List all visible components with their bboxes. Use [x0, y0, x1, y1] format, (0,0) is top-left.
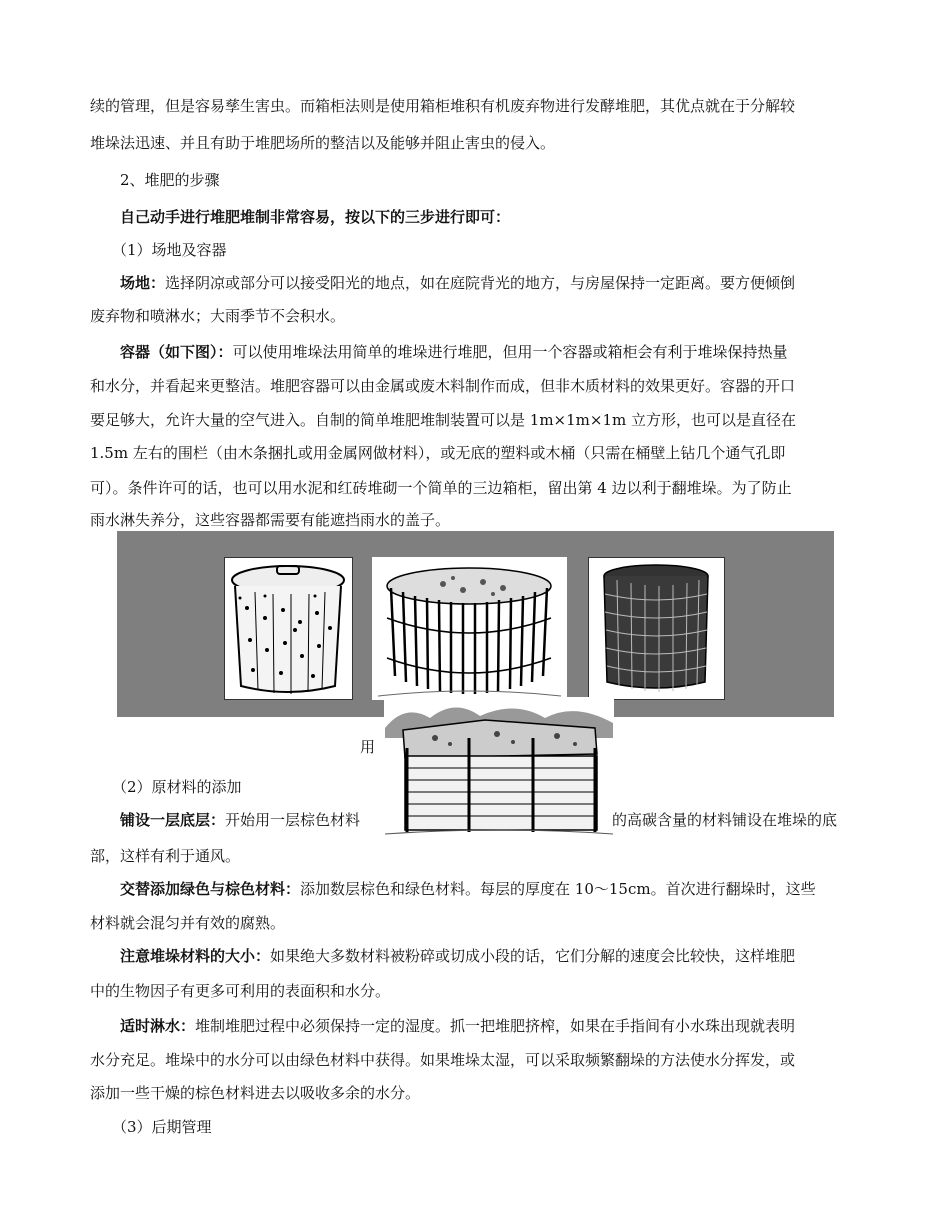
paragraph-line: 可）。条件许可的话，也可以用水泥和红砖堆砌一个简单的三边箱柜，留出第 4 边以利于翻堆垛。为了防止	[90, 479, 792, 497]
container-line	[120, 342, 788, 362]
container-label: 容器（如下图）：	[120, 343, 233, 361]
paragraph-line: 添加一些干燥的棕色材料进去以吸收多余的水分。	[90, 1084, 421, 1102]
paragraph-line: 堆垛法迅速、并且有助于堆肥场所的整洁以及能够并阻止害虫的侵入。	[90, 134, 556, 152]
paragraph-line: 续的管理，但是容易孳生害虫。而箱柜法则是使用箱柜堆积有机废弃物进行发酵堆肥，其优点就在于分解较	[90, 97, 796, 115]
subsection-heading: （1）场地及容器	[112, 241, 227, 259]
three-bay-wood-bin-icon	[384, 697, 614, 839]
site-label: 场地：	[120, 274, 166, 292]
paragraph-line: 部，这样有利于通风。	[90, 847, 241, 865]
size-label: 注意堆垛材料的大小：	[120, 947, 271, 965]
subsection-heading: （2）原材料的添加	[112, 778, 242, 796]
paragraph-line: 雨水淋失养分，这些容器都需要有能遮挡雨水的盖子。	[90, 511, 451, 529]
layer-label: 铺设一层底层：	[120, 811, 226, 829]
subsection-heading: （3）后期管理	[112, 1118, 212, 1136]
perforated-bin-icon	[224, 557, 353, 700]
paragraph-line: 废弃物和喷淋水；大雨季节不会积水。	[90, 307, 346, 325]
wire-mesh-bin-icon	[588, 557, 725, 700]
container-text: 可以使用堆垛法用简单的堆垛进行堆肥，但用一个容器或箱柜会有利于堆垛保持热量	[232, 343, 788, 361]
size-text: 如果绝大多数材料被粉碎或切成小段的话，它们分解的速度会比较快，这样堆肥	[270, 947, 796, 965]
layer-text-right: 的高碳含量的材料铺设在堆垛的底	[612, 811, 838, 829]
size-line	[120, 946, 795, 966]
water-line	[120, 1016, 795, 1036]
wood-fence-bin-icon	[372, 557, 567, 700]
paragraph-line: 水分充足。堆垛中的水分可以由绿色材料中获得。如果堆垛太湿，可以采取频繁翻垛的方法使水分挥发，或	[90, 1051, 796, 1069]
paragraph-line: 中的生物因子有更多可利用的表面积和水分。	[90, 982, 391, 1000]
paragraph-line: 材料就会混匀并有效的腐熟。	[90, 914, 286, 932]
site-line	[120, 273, 795, 293]
section-heading: 2、堆肥的步骤	[120, 171, 220, 189]
water-label: 适时淋水：	[120, 1017, 196, 1035]
paragraph-line: 1.5m 左右的围栏（由木条捆扎或用金属网做材料），或无底的塑料或木桶（只需在桶壁上钻几个通气孔即	[90, 444, 786, 462]
paragraph-line: 要足够大，允许大量的空气进入。自制的简单堆肥堆制装置可以是 1m×1m×1m 立方形，也可以是直径在	[90, 411, 796, 429]
layer-text: 开始用一层棕色材料	[225, 811, 361, 829]
layer-line	[120, 810, 360, 830]
alternate-line	[120, 879, 816, 899]
figure-caption: 用	[360, 738, 376, 756]
site-text: 选择阴凉或部分可以接受阳光的地点，如在庭院背光的地方，与房屋保持一定距离。要方便倾倒	[165, 274, 796, 292]
alternate-text: 添加数层棕色和绿色材料。每层的厚度在 10～15cm。首次进行翻垛时，这些	[300, 880, 816, 898]
alternate-label: 交替添加绿色与棕色材料：	[120, 880, 301, 898]
paragraph-line: 和水分，并看起来更整洁。堆肥容器可以由金属或废木料制作而成，但非木质材料的效果更好。容器的开口	[90, 377, 796, 395]
intro-bold: 自己动手进行堆肥堆制非常容易，按以下的三步进行即可：	[120, 208, 511, 226]
water-text: 堆制堆肥过程中必须保持一定的湿度。抓一把堆肥挤榨，如果在手指间有小水珠出现就表明	[195, 1017, 796, 1035]
